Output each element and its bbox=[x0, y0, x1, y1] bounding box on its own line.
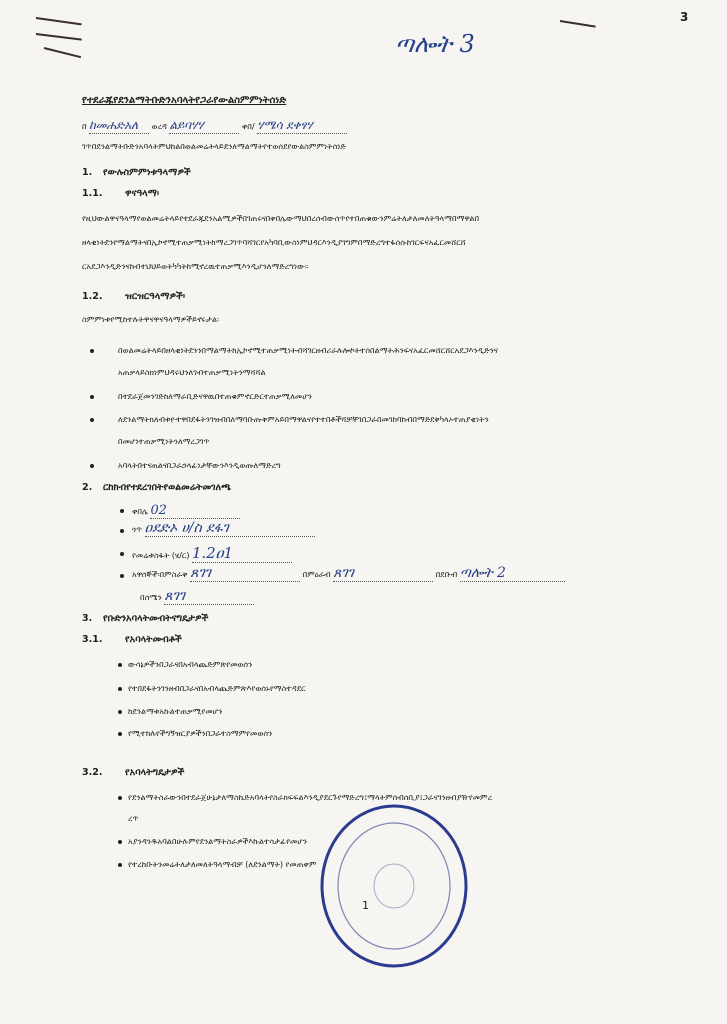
s1-1-line-1: የዚህውልዋናዓላማየወልመሬትላይየተደራጁደንአልሚዎችበገጠሩናበቀበሌውማህበረሰብውሰጥየተበጠቁውንምሬትለታለመለትዓላማበማዋልበ bbox=[82, 213, 480, 223]
document-title: የተደራጁየደንልማትቡድንአባላትየጋራየውልስምምነትሰነድ bbox=[82, 95, 287, 106]
bullet-marker bbox=[118, 663, 122, 667]
margin-stroke bbox=[36, 33, 82, 41]
field-gett-value: ዐደድኦ ሀ/ስ ደፋገ bbox=[145, 520, 315, 537]
section-1-number: 1. bbox=[82, 167, 93, 178]
bullet-marker bbox=[120, 509, 124, 513]
section-3-2-title: የአባላትግዴታዎች bbox=[125, 767, 185, 778]
s1-2-bullet-2: በተደራጀመንገድከለማራቢድናዋዉበተጠቁምኖርድርተጠቃሚለመሆን bbox=[118, 391, 312, 401]
bullet-marker bbox=[118, 796, 122, 800]
s1-2-bullet-1: በወልመሬትላይበዘላቂነትደንንበማልማትከኢኮኖሚተጠቃሚነትብሻገርዘብሪራሉሎኮትተሰበልማትሕንፍናአፈርመሸርሸርአደጋእንዲድንና bbox=[118, 345, 498, 355]
margin-stroke bbox=[560, 20, 596, 28]
bullet-marker bbox=[120, 552, 124, 556]
margin-stroke bbox=[44, 47, 81, 58]
field-area-value: 1.2ዐ1 bbox=[192, 544, 292, 563]
kebele-field: ሃሜሳ ደቀፃሃ bbox=[257, 118, 347, 134]
corner-mark: 3 bbox=[680, 10, 689, 24]
s3-2-bullet-3: የተረከቡትንመሬትለታለመለትዓላማብቻ (ለደንልማት) የመጠቀም bbox=[128, 859, 317, 869]
section-2-number: 2. bbox=[82, 482, 93, 493]
s1-2-bullet-3: ለደንልማትክለብቱዮተዋበደፋትንገዝብበለማባቡጡቅምአይበማዋልናየተተበቶችሻቻቸገበጋራበመገከባከብበማድደቅካላኦተጠያቂነትን bbox=[118, 414, 489, 424]
margin-stroke bbox=[36, 17, 82, 25]
s1-2-bullet-4: አባላትበተናጠልናበጋራኃላፊነታቸውንእንዲወጡለማድረግ bbox=[118, 460, 281, 470]
woreda-field: ልይባሃሃ bbox=[169, 118, 239, 134]
page-number: 1 bbox=[362, 899, 369, 912]
s3-2-bullet-1-cont: ረጥ bbox=[128, 813, 139, 823]
section-3-title: የቡድንአባላትመብትናግዴታዎች bbox=[103, 613, 209, 624]
s3-1-bullet-1: ውሳኔዎችንበጋራናበአብላጨድምጽየመወሰን bbox=[128, 659, 253, 669]
section-3-1-number: 3.1. bbox=[82, 634, 103, 645]
field-kebele bbox=[132, 503, 240, 519]
official-stamp bbox=[318, 802, 470, 970]
kebele-label: ቀበ/ bbox=[241, 121, 255, 131]
field-west-value: ጸገገ bbox=[333, 565, 433, 582]
woreda-label: ወረዳ bbox=[151, 121, 167, 131]
section-1-2-number: 1.2. bbox=[82, 291, 103, 302]
section-3-1-title: የአባላትመብቶች bbox=[125, 634, 182, 645]
section-3-2-number: 3.2. bbox=[82, 767, 103, 778]
section-3-number: 3. bbox=[82, 613, 93, 624]
field-west-label: በምዕራብ bbox=[302, 569, 331, 579]
section-2-title: ርከክብየተደረገበትየወልመሬትመገለጫ bbox=[103, 482, 231, 493]
field-area bbox=[132, 544, 292, 563]
field-east-label: አዋሰኞች፡በምስራቅ bbox=[132, 569, 188, 579]
bullet-marker bbox=[90, 418, 94, 422]
field-kebele-label: ቀበሌ bbox=[132, 506, 148, 516]
field-north bbox=[140, 588, 254, 605]
bullet-marker bbox=[118, 732, 122, 736]
field-north-label: በሰሜን bbox=[140, 592, 162, 602]
s1-2-bullet-1-cont: አጠቃላይስክነምህዳሩህንለገብተጠቃሚነትንማሻሻል bbox=[118, 367, 266, 377]
field-east-value: ጸገገ bbox=[190, 565, 300, 582]
s3-2-bullet-1: የደንልማትስራውንበተደራጀሁኔታለማስኬድአባላትየስራክፍፍልእንዲያደርጉየማድረግ፤ማላትምሰብሰቢያ፤ጋራናገንዘብያዥየመምረ bbox=[128, 792, 493, 802]
s1-2-intro: ስምምነቱየሚከተሉትዋናዋናዓላማዎችይኖሩታል፡ bbox=[82, 314, 219, 324]
bullet-marker bbox=[118, 710, 122, 714]
section-1-title: የውሉስምምነቱዓላማዎች bbox=[103, 167, 191, 178]
field-kebele-value: 02 bbox=[150, 503, 240, 519]
bullet-marker bbox=[90, 349, 94, 353]
s3-1-bullet-4: የሚተከሉየችግኝዝርያዎችንበጋራተስማምየመወሰን bbox=[128, 728, 273, 738]
field-south-label: በደቡብ bbox=[435, 569, 458, 579]
bullet-marker bbox=[118, 687, 122, 691]
s1-2-bullet-3-cont: በመሆነተጠቃሚነትንለማረጋገጥ bbox=[118, 436, 210, 446]
s3-1-bullet-3: ከደንልማቱአኩልተጠቃሚየመሆን bbox=[128, 706, 223, 716]
header-line bbox=[82, 118, 347, 134]
field-neighbors bbox=[132, 565, 565, 582]
name-field: ከመሐድአለ bbox=[89, 118, 149, 134]
bullet-marker bbox=[118, 840, 122, 844]
bullet-marker bbox=[120, 529, 124, 533]
name-label: በ bbox=[82, 121, 87, 131]
s1-1-line-3: ርአደጋእንዲድንናከብተህህይወትካካትከሚኖረዉተጠቃሚእንዲሆንለማድረግነው። bbox=[82, 261, 309, 271]
s1-1-line-2: ዘላቂነትደንየማልማትናበኢኮኖሚተጠቃሚነትከማረጋገጥባሻገርየአካባቢውስነምህዳርእንዲያገግምበማድረግተፋሰሱከገርፍናአፈርመሸርሸ bbox=[82, 237, 466, 247]
field-south-value: ጣሎት 2 bbox=[460, 565, 565, 582]
bullet-marker bbox=[118, 863, 122, 867]
section-1-2-title: ዝርዝርዓላማዎች፡ bbox=[125, 291, 186, 302]
handwritten-top-note: ጣሎት 3 bbox=[395, 30, 475, 58]
section-1-1-title: ዋናዓላማ፡ bbox=[125, 188, 160, 199]
intro-line: ገጥበደንልማትቡድንአባላትምህከልበወልመሬትላይደንለማልማትየተወሰደየውልስምምነትሰነድ bbox=[82, 141, 346, 151]
s3-1-bullet-2: የተበደፋትንገንዘብበጋራናበአብላጨድምጽእየወሰኑየማስተዳደር bbox=[128, 683, 306, 693]
s3-2-bullet-2: አያንዳንዱአባልበሁሉምየደንልማትስራዎችእኩልተሳታፊየመሆን bbox=[128, 836, 307, 846]
bullet-marker bbox=[90, 464, 94, 468]
field-gett-label: ጎጥ bbox=[132, 524, 143, 534]
bullet-marker bbox=[120, 574, 124, 578]
section-1-1-number: 1.1. bbox=[82, 188, 103, 199]
field-area-label: የመሬቱስፋት (ሄ/ር) bbox=[132, 550, 190, 560]
field-gett bbox=[132, 520, 315, 537]
bullet-marker bbox=[90, 395, 94, 399]
field-north-value: ጸገገ bbox=[164, 588, 254, 605]
